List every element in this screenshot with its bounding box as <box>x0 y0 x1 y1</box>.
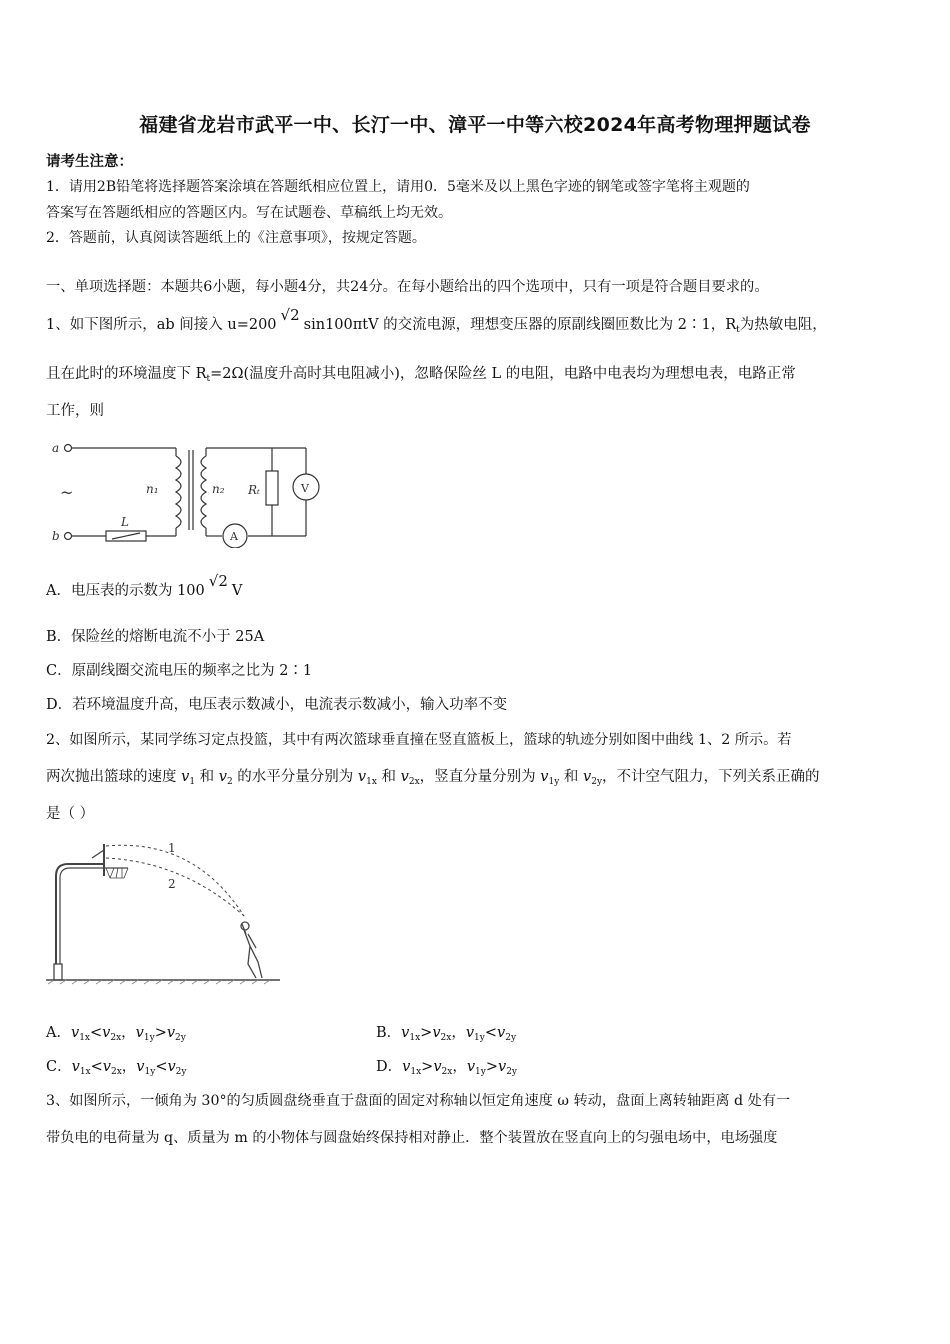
velocity-symbol: v <box>402 1059 411 1075</box>
label-b: b <box>52 529 60 543</box>
q1-stem-part-1: 1、如下图所示，ab 间接入 u=200 <box>46 317 277 333</box>
q2-v1: v <box>181 769 190 785</box>
terminal-b <box>65 533 72 540</box>
q1-stem-line-3: 工作，则 <box>46 403 104 419</box>
q2-v1y-sub: 1y <box>548 777 560 787</box>
q2-v2: v <box>218 769 227 785</box>
velocity-subscript: 2y <box>505 1033 517 1043</box>
basketball-figure <box>44 836 284 986</box>
sqrt-symbol: √2 <box>280 306 300 324</box>
velocity-symbol: v <box>135 1025 144 1041</box>
velocity-subscript: 2y <box>175 1067 187 1077</box>
option-text: ， <box>451 1025 466 1041</box>
velocity-symbol: v <box>401 1025 410 1041</box>
q1-stem-sub: t <box>736 325 740 335</box>
velocity-subscript: 1x <box>410 1067 422 1077</box>
player-body <box>242 924 262 978</box>
option-text: < <box>90 1025 103 1041</box>
option-letter: C． <box>46 1059 72 1075</box>
section-heading: 一、单项选择题：本题共6小题，每小题4分，共24分。在每小题给出的四个选项中，只有一项是符合题目要求的。 <box>46 279 769 295</box>
q2-v2y-sub: 2y <box>591 777 603 787</box>
option-letter: D． <box>376 1059 403 1075</box>
q1-line2-part-2: =2Ω(温度升高时其电阻减小)，忽略保险丝 L 的电阻，电路中电表均为理想电表，电路正常 <box>210 366 796 382</box>
net <box>106 868 128 878</box>
option-text: ， <box>121 1025 136 1041</box>
label-ammeter: A <box>230 530 238 543</box>
option-text: > <box>421 1059 434 1075</box>
ac-source-symbol: ~ <box>60 483 74 502</box>
q2-text-d: 和 <box>376 769 401 785</box>
velocity-symbol: v <box>497 1025 506 1041</box>
q2-option-d <box>376 1057 517 1082</box>
velocity-subscript: 1x <box>79 1033 90 1043</box>
notice-item-1-line-1: 1．请用2B铅笔将选择题答案涂填在答题纸相应位置上，请用0．5毫米及以上黑色字迹的钢笔或签字笔将主观题的 <box>46 179 750 195</box>
transformer-circuit-figure <box>46 436 331 548</box>
velocity-symbol: v <box>136 1059 145 1075</box>
q1-option-b: B．保险丝的熔断电流不小于 25A <box>46 629 265 645</box>
velocity-symbol: v <box>465 1025 475 1041</box>
velocity-symbol: v <box>102 1025 111 1041</box>
q2-text-e: ，竖直分量分别为 <box>419 769 541 785</box>
velocity-subscript: 2x <box>441 1067 453 1077</box>
velocity-symbol: v <box>466 1059 476 1075</box>
q2-text-a: 两次抛出篮球的速度 <box>46 769 182 785</box>
q2-v1x: v <box>357 769 367 785</box>
q2-stem-line-3: 是（ ） <box>46 806 95 822</box>
velocity-subscript: 1y <box>474 1033 485 1043</box>
q2-text-b: 和 <box>195 769 219 785</box>
option-text: < <box>155 1059 168 1075</box>
velocity-subscript: 1x <box>79 1067 91 1077</box>
velocity-subscript: 2y <box>506 1067 518 1077</box>
q1-line2-part-1: 且在此时的环境温度下 R <box>46 366 207 382</box>
option-text: > <box>420 1025 433 1041</box>
q2-option-b <box>376 1023 516 1048</box>
velocity-symbol: v <box>167 1059 176 1075</box>
notice-item-1-line-2: 答案写在答题纸相应的答题区内。写在试题卷、草稿纸上均无效。 <box>46 205 452 221</box>
secondary-coil <box>201 456 206 528</box>
page-title: 福建省龙岩市武平一中、长汀一中、漳平一中等六校2024年高考物理押题试卷 <box>139 114 811 136</box>
q2-text-f: 和 <box>559 769 584 785</box>
notice-item-2: 2．答题前，认真阅读答题纸上的《注意事项》，按规定答题。 <box>46 230 426 246</box>
q3-stem-line-1: 3、如图所示，一倾角为 30°的匀质圆盘绕垂直于盘面的固定对称轴以恒定角速度 ω 转动，盘面上离转轴距离 d 处有一 <box>46 1093 791 1109</box>
velocity-symbol: v <box>70 1025 80 1041</box>
q2-v1x-sub: 1x <box>366 777 377 787</box>
q2-text-g: ，不计空气阻力，下列关系正确的 <box>602 769 820 785</box>
option-letter: A． <box>46 1025 71 1041</box>
velocity-subscript: 1y <box>144 1067 156 1077</box>
q1-stem-part-3: 为热敏电阻， <box>739 317 827 333</box>
velocity-symbol: v <box>432 1025 441 1041</box>
option-text: < <box>90 1059 103 1075</box>
option-letter: B． <box>376 1025 402 1041</box>
label-a: a <box>52 441 60 455</box>
velocity-symbol: v <box>498 1059 507 1075</box>
option-text: ， <box>452 1059 467 1075</box>
primary-coil <box>176 456 181 528</box>
velocity-subscript: 1y <box>475 1067 486 1077</box>
option-text: > <box>485 1059 498 1075</box>
hoop-pole <box>56 864 104 964</box>
notice-heading: 请考生注意： <box>46 153 133 170</box>
velocity-subscript: 2x <box>440 1033 452 1043</box>
q2-v2x: v <box>400 769 409 785</box>
velocity-symbol: v <box>71 1059 80 1075</box>
velocity-subscript: 2x <box>110 1067 122 1077</box>
q2-option-c <box>46 1057 186 1082</box>
label-n1: n₁ <box>146 482 159 496</box>
velocity-symbol: v <box>166 1025 176 1041</box>
velocity-subscript: 2x <box>110 1033 122 1043</box>
q1-option-a-part-2: V <box>231 583 243 599</box>
label-v: V <box>301 482 309 495</box>
velocity-subscript: 1y <box>143 1033 155 1043</box>
label-l: L <box>121 515 129 529</box>
q2-option-a <box>46 1023 186 1048</box>
q2-v1-sub: 1 <box>189 777 196 787</box>
velocity-subscript: 1x <box>409 1033 421 1043</box>
thermistor <box>266 471 278 505</box>
option-text: < <box>484 1025 498 1041</box>
q1-stem-line-2 <box>46 364 796 389</box>
curve-label-1: 1 <box>168 841 176 855</box>
q2-stem-line-1: 2、如图所示，某同学练习定点投篮，其中有两次篮球垂直撞在竖直篮板上，篮球的轨迹分别如图中曲线 1、2 所示。若 <box>46 732 792 748</box>
q1-stem-line-1 <box>46 306 827 340</box>
q3-stem-line-2: 带负电的电荷量为 q、质量为 m 的小物体与圆盘始终保持相对静止．整个装置放在竖直向上的匀强电场中，电场强度 <box>46 1130 778 1146</box>
q1-stem-part-2: sin100πtV 的交流电源，理想变压器的原副线圈匝数比为 2∶1，R <box>303 317 737 333</box>
q2-v2-sub: 2 <box>226 777 233 787</box>
pole-base <box>54 964 62 980</box>
velocity-symbol: v <box>433 1059 442 1075</box>
curve-label-2: 2 <box>168 877 176 891</box>
q2-v1y: v <box>540 769 549 785</box>
label-n2: n₂ <box>212 482 225 496</box>
q2-v2y: v <box>583 769 592 785</box>
q1-option-a-part-1: A．电压表的示数为 100 <box>46 583 205 599</box>
option-text: ， <box>121 1059 137 1075</box>
q1-option-d: D．若环境温度升高，电压表示数减小，电流表示数减小，输入功率不变 <box>46 697 508 713</box>
sqrt-symbol-a: √2 <box>208 572 228 590</box>
velocity-symbol: v <box>102 1059 111 1075</box>
q2-text-c: 的水平分量分别为 <box>232 769 358 785</box>
q1-option-c: C．原副线圈交流电压的频率之比为 2∶1 <box>46 663 313 679</box>
q1-line2-sub: t <box>206 374 211 384</box>
q1-option-a <box>46 572 243 601</box>
velocity-subscript: 2y <box>175 1033 186 1043</box>
q2-v2x-sub: 2x <box>408 777 420 787</box>
terminal-a <box>65 445 72 452</box>
option-text: > <box>154 1025 167 1041</box>
label-rt: Rₜ <box>248 483 260 497</box>
q2-stem-line-2 <box>46 767 820 792</box>
